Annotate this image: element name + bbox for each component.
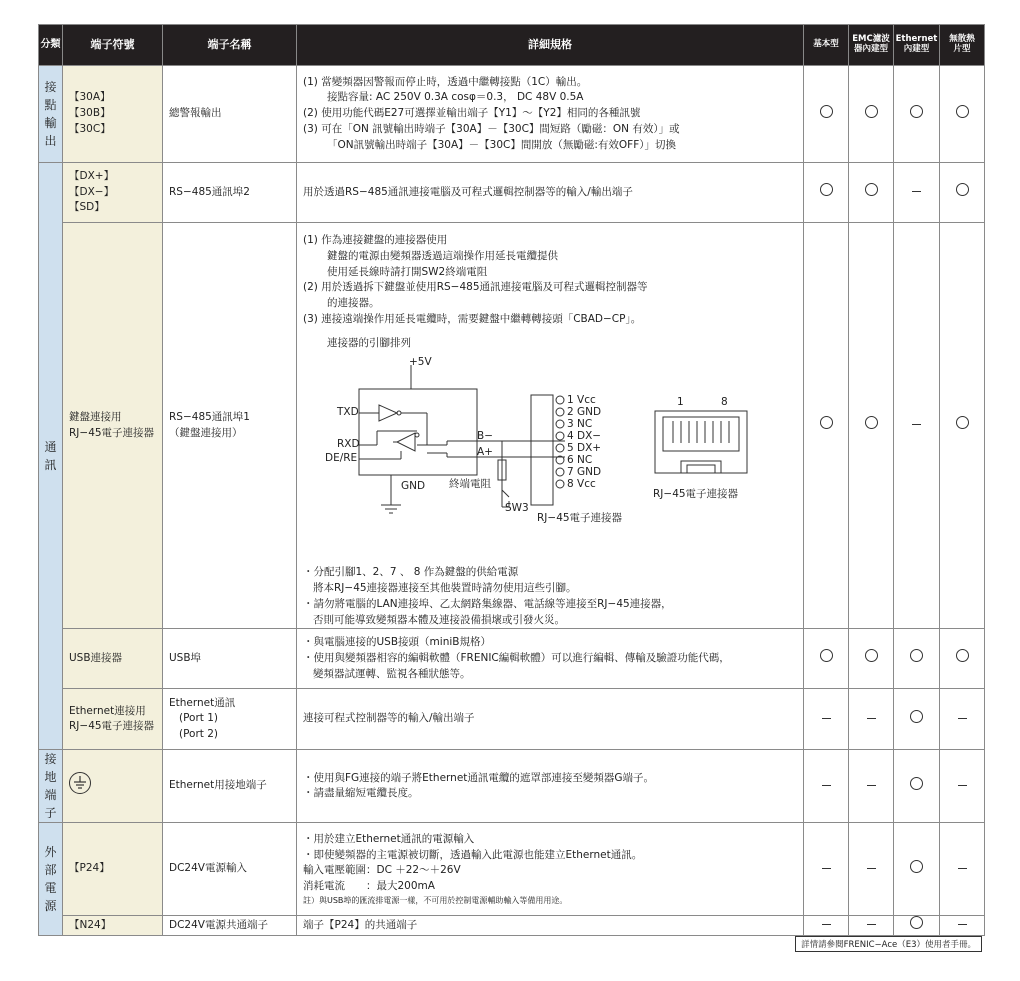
spec-line: (1) 作為連接鍵盤的連接器使用 [303, 234, 448, 246]
spec-line: ・即使變頻器的主電源被切斷，透過輸入此電源也能建立Ethernet通訊。 [303, 848, 643, 861]
symbol-cell [63, 750, 163, 823]
availability-mark [822, 718, 831, 719]
availability-mark [956, 183, 969, 196]
symbol-line: 【30B】 [69, 107, 111, 120]
spec-line: (2) 使用功能代碼E27可選擇並輸出端子【Y1】～【Y2】相同的各種訊號 [303, 107, 641, 120]
name-line: RS−485通訊埠1 [169, 410, 250, 423]
category-cell: 接點輸出 [39, 66, 63, 163]
pin-label: 6 NC [567, 454, 593, 467]
connector-caption: RJ−45電子連接器 [537, 512, 623, 525]
mark-emc [849, 689, 894, 750]
availability-mark [822, 785, 831, 786]
table-row [39, 223, 985, 629]
name-cell: RS−485通訊埠2 [163, 163, 297, 223]
mark-emc [849, 66, 894, 163]
note-line: ・分配引腳1、2、7 、 8 作為鍵盤的供給電源 [303, 566, 519, 579]
pin-label: 3 NC [567, 418, 593, 431]
mark-ethernet [894, 223, 940, 629]
availability-mark [958, 785, 967, 786]
mark-ethernet [894, 163, 940, 223]
symbol-cell [63, 66, 163, 163]
mark-emc [849, 223, 894, 629]
bminus-label: B− [477, 430, 494, 443]
jack-pin1-label: 1 [677, 396, 684, 409]
mark-emc [849, 629, 894, 689]
table-row [39, 163, 985, 223]
note-line: ・請勿將電腦的LAN連接埠、乙太網路集線器、電話線等連接至RJ−45連接器， [303, 597, 672, 610]
name-cell: USB埠 [163, 629, 297, 689]
table-row [39, 750, 985, 823]
category-line: 通訊 [44, 440, 57, 473]
symbol-cell [63, 689, 163, 750]
mark-ethernet [894, 629, 940, 689]
name-cell: Ethernet用接地端子 [163, 750, 297, 823]
availability-mark [958, 718, 967, 719]
name-line: Ethernet通訊 [169, 696, 236, 709]
mark-ethernet [894, 66, 940, 163]
symbol-line: RJ−45電子連接器 [69, 720, 155, 733]
pin-label: 1 Vcc [567, 394, 596, 407]
availability-mark [867, 868, 876, 869]
gnd-label: GND [401, 480, 426, 493]
category-cell [39, 163, 63, 750]
name-cell: DC24V電源共通端子 [163, 916, 297, 936]
availability-mark [958, 868, 967, 869]
terminator-label: 終端電阻 [449, 478, 491, 491]
mark-nofin [940, 689, 985, 750]
availability-mark [910, 860, 923, 873]
symbol-cell: 【N24】 [63, 916, 163, 936]
spec-cell [297, 823, 804, 916]
spec-note: 註）與USB埠的匯流排電源一樣，不可用於控制電源輔助輸入等備用用途。 [303, 895, 568, 905]
category-cell: 接地端子 [39, 750, 63, 823]
mark-basic [804, 629, 849, 689]
header-row [39, 25, 985, 66]
mark-ethernet [894, 750, 940, 823]
vplus-label: +5V [409, 356, 432, 369]
header-nofin: 無散熱片型 [940, 25, 985, 66]
spec-line: (2) 用於透過拆下鍵盤並使用RS−485通訊連接電腦及可程式邏輯控制器等 [303, 281, 648, 294]
mark-nofin [940, 916, 985, 936]
symbol-cell [63, 223, 163, 629]
pin-label: 7 GND [567, 466, 602, 479]
mark-nofin [940, 163, 985, 223]
spec-line: 鍵盤的電源由變頻器透過這端操作用延長電纜提供 [327, 249, 558, 262]
symbol-line: RJ−45電子連接器 [69, 426, 155, 439]
availability-mark [867, 785, 876, 786]
symbol-line: 鍵盤連接用 [69, 410, 122, 423]
spec-cell [297, 66, 804, 163]
availability-mark [910, 777, 923, 790]
spec-line: ・用於建立Ethernet通訊的電源輸入 [303, 832, 475, 845]
availability-mark [910, 649, 923, 662]
spec-line: 輸入電壓範圍：DC ＋22～＋26V [303, 864, 461, 877]
spec-cell: 用於透過RS−485通訊連接電腦及可程式邏輯控制器等的輸入/輸出端子 [297, 163, 804, 223]
mark-basic [804, 223, 849, 629]
availability-mark [910, 710, 923, 723]
availability-mark [867, 924, 876, 925]
pin-label: 5 DX+ [567, 442, 602, 455]
symbol-line: 【SD】 [69, 201, 105, 214]
spec-line: (3) 可在「ON 訊號輸出時端子【30A】－【30C】間短路（勵磁：ON 有效）」或 [303, 122, 680, 135]
mark-ethernet [894, 916, 940, 936]
availability-mark [865, 649, 878, 662]
ground-icon-svg [70, 773, 90, 793]
name-line: (Port 2) [179, 728, 219, 741]
availability-mark [956, 105, 969, 118]
spec-cell [297, 750, 804, 823]
jack-caption: RJ−45電子連接器 [653, 488, 739, 501]
category-cell: 外部電源 [39, 823, 63, 936]
spec-cell: 端子【P24】的共通端子 [297, 916, 804, 936]
spec-cell: 連接可程式控制器等的輸入/輸出端子 [297, 689, 804, 750]
availability-mark [912, 424, 921, 425]
spec-line: 的連接器。 [327, 297, 380, 309]
mark-emc [849, 916, 894, 936]
availability-mark [958, 924, 967, 925]
table-row [39, 823, 985, 916]
mark-basic [804, 823, 849, 916]
mark-ethernet [894, 823, 940, 916]
spec-line: ・請盡量縮短電纜長度。 [303, 787, 419, 800]
spec-cell [297, 629, 804, 689]
mark-emc [849, 823, 894, 916]
symbol-line: 【DX−】 [69, 185, 115, 198]
availability-mark [867, 718, 876, 719]
availability-mark [956, 649, 969, 662]
name-cell: 總警報輸出 [163, 66, 297, 163]
availability-mark [956, 416, 969, 429]
aplus-label: A+ [477, 446, 493, 459]
pin-label: 8 Vcc [567, 478, 596, 491]
dere-label: DE/RE [325, 452, 358, 465]
availability-mark [865, 105, 878, 118]
mark-nofin [940, 66, 985, 163]
mark-basic [804, 689, 849, 750]
header-basic: 基本型 [804, 25, 849, 66]
header-emc: EMC濾波器內建型 [849, 25, 894, 66]
header-symbol: 端子符號 [63, 25, 163, 66]
terminal-spec-table [38, 24, 985, 936]
table-row [39, 689, 985, 750]
name-cell [163, 223, 297, 629]
name-line: （鍵盤連接用） [169, 426, 243, 439]
mark-nofin [940, 823, 985, 916]
pin-label: 2 GND [567, 406, 602, 419]
mark-basic [804, 163, 849, 223]
mark-nofin [940, 629, 985, 689]
availability-mark [822, 924, 831, 925]
spec-line: 「ON訊號輸出時端子【30A】－【30C】間開放（無勵磁:有效OFF）」切換 [327, 138, 676, 151]
mark-nofin [940, 223, 985, 629]
availability-mark [865, 183, 878, 196]
spec-line: ・與電腦連接的USB接頭（miniB規格） [303, 636, 491, 649]
ground-icon [69, 772, 91, 794]
header-ethernet: Ethernet內建型 [894, 25, 940, 66]
header-spec: 詳細規格 [297, 25, 804, 66]
spec-line: 使用延長線時請打開SW2終端電阻 [327, 265, 488, 278]
header-category: 分類 [39, 25, 63, 66]
pin-label: 4 DX− [567, 430, 602, 443]
txd-label: TXD [337, 406, 359, 419]
spec-line: 變頻器試運轉、監視各種狀態等。 [313, 667, 471, 680]
table-row [39, 66, 985, 163]
symbol-line: 【30C】 [69, 122, 111, 135]
availability-mark [912, 191, 921, 192]
jack-pin8-label: 8 [721, 396, 728, 409]
mark-basic [804, 66, 849, 163]
availability-mark [820, 416, 833, 429]
availability-mark [820, 183, 833, 196]
availability-mark [910, 105, 923, 118]
spec-line: (3) 連接遠端操作用延長電纜時，需要鍵盤中繼轉轉接頭「CBAD−CP」。 [303, 312, 642, 325]
availability-mark [820, 105, 833, 118]
mark-emc [849, 750, 894, 823]
pinout-wiring-svg [297, 355, 767, 565]
symbol-line: Ethernet連接用 [69, 704, 146, 717]
note-line: 將本RJ−45連接器連接至其他裝置時請勿使用這些引腳。 [313, 582, 577, 594]
table-row [39, 916, 985, 936]
rxd-label: RXD [337, 438, 360, 451]
name-cell [163, 689, 297, 750]
name-cell: DC24V電源輸入 [163, 823, 297, 916]
availability-mark [865, 416, 878, 429]
spec-line: (1) 當變頻器因警報而停止時，透過中繼轉接點（1C）輸出。 [303, 75, 588, 88]
spec-line: ・使用與FG連接的端子將Ethernet通訊電纜的遮罩部連接至變頻器G端子。 [303, 771, 655, 784]
spec-line: 接點容量: AC 250V 0.3A cosφ＝0.3， DC 48V 0.5A [327, 91, 584, 104]
name-line: (Port 1) [179, 712, 219, 725]
symbol-line: 【30A】 [69, 91, 111, 104]
sw-label: SW3 [505, 502, 529, 515]
availability-mark [910, 916, 923, 929]
mark-basic [804, 916, 849, 936]
mark-basic [804, 750, 849, 823]
diagram-title: 連接器的引腳排列 [327, 336, 411, 349]
pinout-diagram [297, 355, 767, 565]
spec-cell [297, 223, 804, 629]
footer-note: 詳情請參閱FRENIC−Ace（E3）使用者手冊。 [795, 936, 982, 952]
availability-mark [822, 868, 831, 869]
table-row [39, 629, 985, 689]
symbol-cell [63, 163, 163, 223]
symbol-line: 【DX+】 [69, 169, 115, 182]
availability-mark [820, 649, 833, 662]
spec-line: ・使用與變頻器相容的編輯軟體（FRENIC編輯軟體）可以進行編輯、傳輸及驗證功能代碼， [303, 651, 730, 664]
spec-line: 消耗電流 ：最大200mA [303, 880, 435, 892]
mark-nofin [940, 750, 985, 823]
symbol-cell: 【P24】 [63, 823, 163, 916]
symbol-cell: USB連接器 [63, 629, 163, 689]
note-line: 否則可能導致變頻器本體及連接設備損壞或引發火災。 [313, 613, 565, 626]
mark-ethernet [894, 689, 940, 750]
mark-emc [849, 163, 894, 223]
header-name: 端子名稱 [163, 25, 297, 66]
